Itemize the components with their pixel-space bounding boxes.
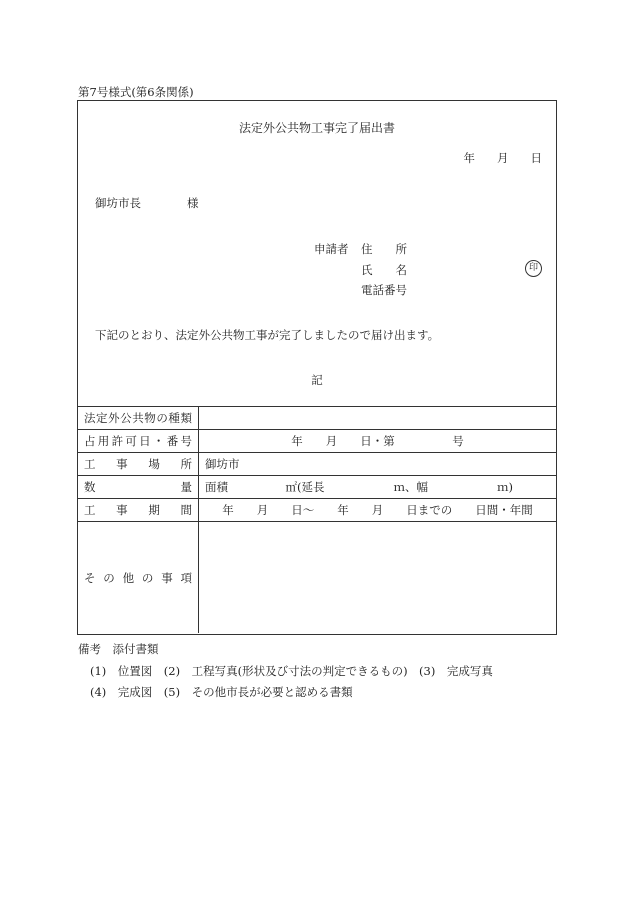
date-month: 月 — [497, 151, 509, 165]
period-field[interactable]: 年 月 日～ 年 月 日までの 日間・年間 — [199, 499, 557, 522]
applicant-phone-label: 電話番号 — [361, 283, 407, 297]
addressee-name: 御坊市長 — [95, 196, 141, 210]
permit-label: 占用許可日・番号 — [78, 430, 199, 453]
notes-line-2: (4) 完成図 (5) その他市長が必要と認める書類 — [90, 685, 353, 699]
applicant-label: 申請者 — [314, 242, 349, 256]
table-row-other — [78, 522, 556, 634]
body-text: 下記のとおり、法定外公共物工事が完了しましたので届け出ます。 — [95, 328, 440, 342]
addressee-honorific: 様 — [187, 196, 199, 210]
addressee — [95, 195, 199, 211]
date-day: 日 — [530, 151, 542, 165]
permit-field[interactable]: 年 月 日・第 号 — [199, 430, 557, 453]
details-table — [78, 406, 556, 633]
form-number-label: 第7号様式(第6条関係) — [78, 85, 194, 99]
applicant-address-label: 住 所 — [361, 242, 407, 256]
applicant-name-label: 氏 名 — [361, 263, 407, 277]
other-label: その他の事項 — [78, 522, 199, 634]
other-field[interactable] — [199, 522, 557, 634]
table-row-permit — [78, 430, 556, 453]
table-row-type — [78, 407, 556, 430]
period-label: 工事期間 — [78, 499, 199, 522]
table-row-period — [78, 499, 556, 522]
site-label: 工事場所 — [78, 453, 199, 476]
date-year: 年 — [463, 151, 475, 165]
type-field[interactable] — [199, 407, 557, 430]
notes-header: 備考 添付書類 — [78, 642, 159, 656]
notification-form — [77, 100, 557, 635]
table-row-quantity — [78, 476, 556, 499]
quantity-label: 数量 — [78, 476, 199, 499]
site-field[interactable]: 御坊市 — [199, 453, 557, 476]
form-title: 法定外公共物工事完了届出書 — [238, 121, 395, 135]
type-label: 法定外公共物の種類 — [78, 407, 199, 430]
submission-date[interactable] — [464, 150, 543, 166]
quantity-field[interactable]: 面積 ㎡(延長 ｍ、幅 ｍ) — [199, 476, 557, 499]
table-row-site — [78, 453, 556, 476]
notes-line-1: (1) 位置図 (2) 工程写真(形状及び寸法の判定できるもの) (3) 完成写真 — [90, 664, 493, 678]
ki-heading: 記 — [311, 373, 323, 387]
seal-mark: 印 — [525, 260, 542, 277]
